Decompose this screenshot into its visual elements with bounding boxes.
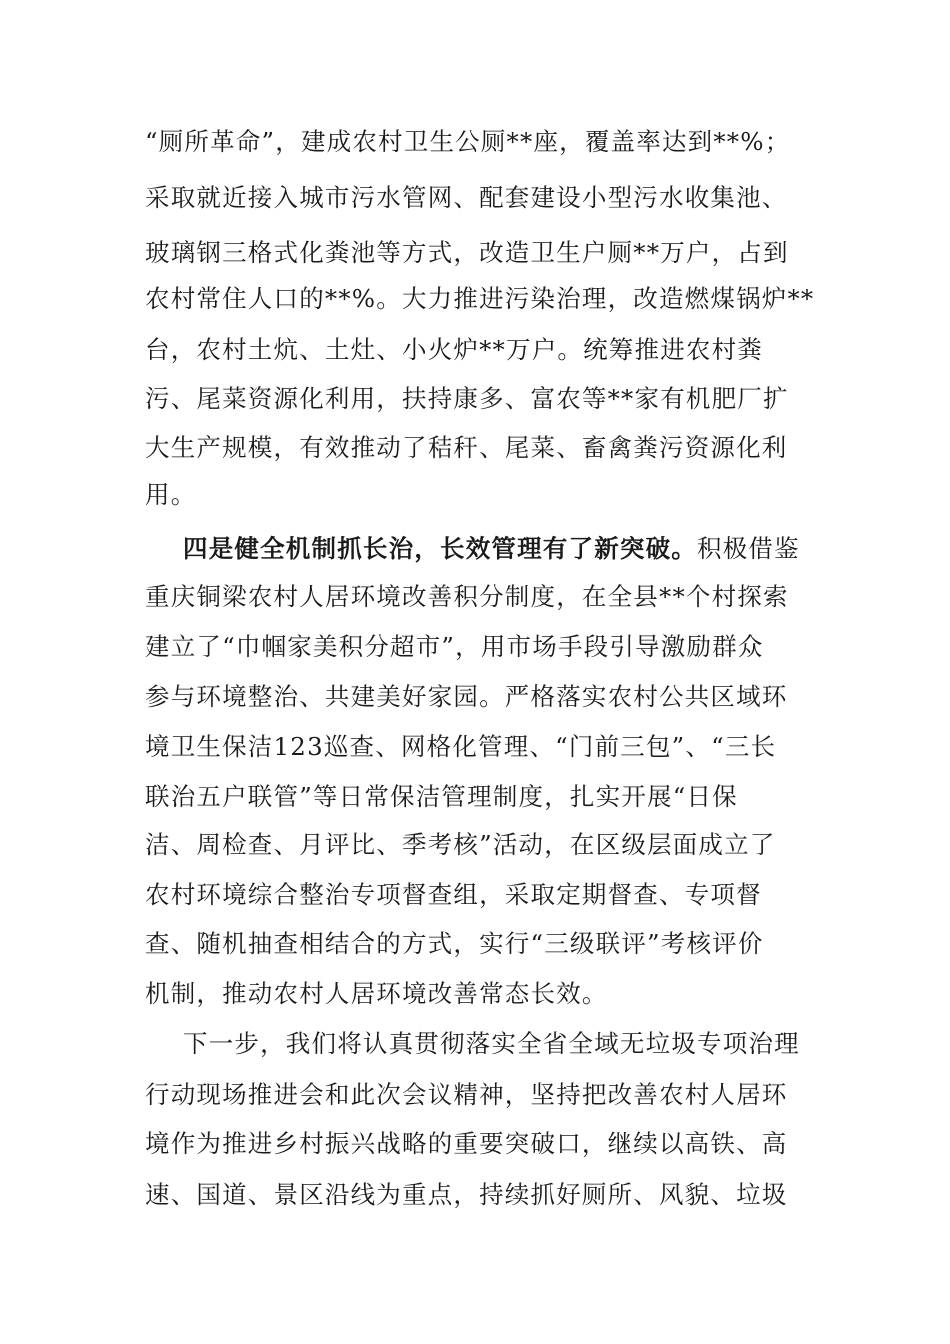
text-line: “厕所革命”，建成农村卫生公厕**座，覆盖率达到**%；: [145, 127, 791, 156]
text-line: 洁、周检查、月评比、季考核”活动，在区级层面成立了: [145, 830, 776, 859]
text-line: 联治五户联管”等日常保洁管理制度，扎实开展“日保: [145, 782, 738, 811]
text-line: 行动现场推进会和此次会议精神，坚持把改善农村人居环: [145, 1080, 788, 1109]
text-line: 玻璃钢三格式化粪池等方式，改造卫生户厕**万户，占到: [145, 238, 789, 267]
text-line: 采取就近接入城市污水管网、配套建设小型污水收集池、: [145, 183, 788, 212]
paragraph-text: 积极借鉴: [697, 534, 800, 563]
text-line: 农村环境综合整治专项督查组，采取定期督查、专项督: [145, 880, 762, 909]
text-line: 农村常住人口的**%。大力推进污染治理，改造燃煤锅炉**: [145, 284, 815, 313]
text-line: 建立了“巾帼家美积分超市”，用市场手段引导激励群众: [145, 632, 764, 661]
paragraph-heading: 四是健全机制抓长治，长效管理有了新突破。: [183, 534, 697, 563]
text-line: 参与环境整治、共建美好家园。严格落实农村公共区域环: [145, 682, 788, 711]
text-line: 速、国道、景区沿线为重点，持续抓好厕所、风貌、垃圾: [145, 1180, 788, 1209]
text-line: 重庆铜梁农村人居环境改善积分制度，在全县**个村探索: [145, 582, 789, 611]
text-line: 台，农村土炕、土灶、小火炉**万户。统筹推进农村粪: [145, 335, 763, 364]
paragraph-first-line: 下一步，我们将认真贯彻落实全省全域无垃圾专项治理: [183, 1029, 800, 1058]
text-line: 境卫生保洁123巡查、网格化管理、“门前三包”、“三长: [145, 732, 777, 761]
text-line: 境作为推进乡村振兴战略的重要突破口，继续以高铁、高: [145, 1129, 788, 1158]
text-line: 用。: [145, 480, 197, 509]
text-line: 污、尾菜资源化利用，扶持康多、富农等**家有机肥厂扩: [145, 384, 789, 413]
paragraph-first-line: [183, 534, 863, 564]
text-line: 机制，推动农村人居环境改善常态长效。: [145, 979, 608, 1008]
text-line: 大生产规模，有效推动了秸秆、尾菜、畜禽粪污资源化利: [145, 433, 788, 462]
text-line: 查、随机抽查相结合的方式，实行“三级联评”考核评价: [145, 929, 764, 958]
